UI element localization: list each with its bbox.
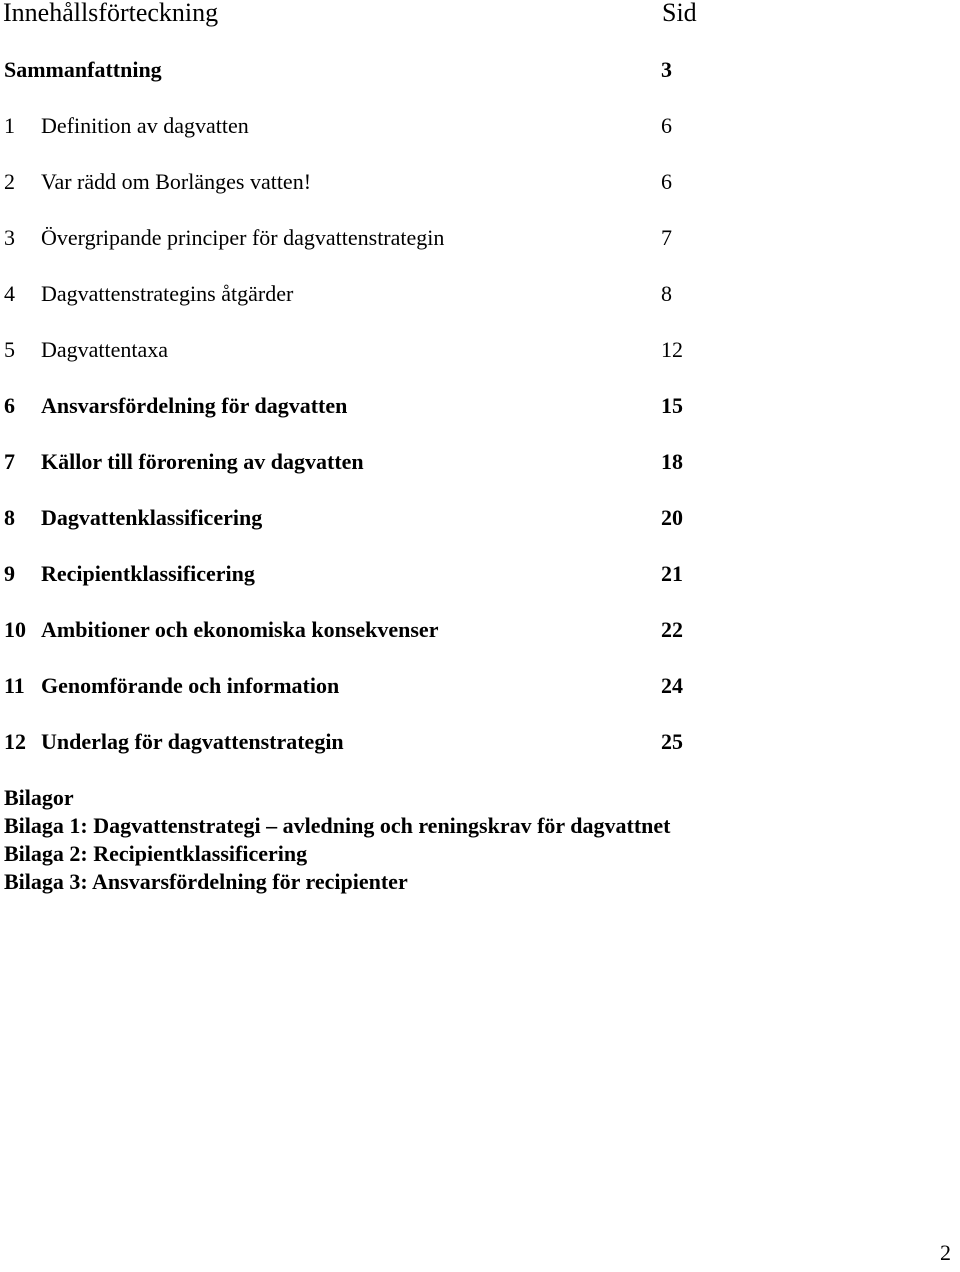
toc-entry bbox=[0, 223, 720, 253]
toc-entry-title: Recipientklassificering bbox=[41, 561, 255, 586]
page-number: 2 bbox=[940, 1240, 951, 1265]
toc-entry-number: 5 bbox=[4, 337, 15, 362]
appendix-item: Bilaga 1: Dagvattenstrategi – avledning och reningskrav för dagvattnet bbox=[4, 813, 671, 838]
toc-entry-number: 4 bbox=[4, 281, 15, 306]
toc-entry-title: Ansvarsfördelning för dagvatten bbox=[41, 393, 348, 418]
appendix-item: Bilaga 3: Ansvarsfördelning för recipienter bbox=[4, 869, 408, 894]
toc-entry-number: 8 bbox=[4, 505, 15, 530]
toc-entry bbox=[0, 559, 720, 589]
toc-entry-page: 25 bbox=[661, 729, 683, 754]
toc-entry-title: Underlag för dagvattenstrategin bbox=[41, 729, 344, 754]
toc-page-column-label: Sid bbox=[662, 0, 697, 27]
toc-entry-page: 24 bbox=[661, 673, 683, 698]
toc-entry bbox=[0, 671, 720, 701]
toc-entry-title: Dagvattentaxa bbox=[41, 337, 169, 362]
toc-entry-page: 3 bbox=[661, 57, 672, 82]
toc-entry-number: 9 bbox=[4, 561, 15, 586]
toc-entry-number: 1 bbox=[4, 113, 15, 138]
toc-entry-page: 20 bbox=[661, 505, 683, 530]
toc-entry-page: 18 bbox=[661, 449, 683, 474]
toc-entry bbox=[0, 55, 720, 85]
toc-entry-number: 12 bbox=[4, 729, 26, 754]
toc-entry-title: Dagvattenklassificering bbox=[41, 505, 263, 530]
toc-entry-title: Ambitioner och ekonomiska konsekvenser bbox=[41, 617, 439, 642]
toc-entry-title: Var rädd om Borlänges vatten! bbox=[41, 169, 312, 194]
toc-entry-page: 21 bbox=[661, 561, 683, 586]
toc-entry-number: 10 bbox=[4, 617, 26, 642]
toc-entry-page: 15 bbox=[661, 393, 683, 418]
toc-entry-page: 22 bbox=[661, 617, 683, 642]
toc-entry-number: 6 bbox=[4, 393, 15, 418]
toc-entry-title: Genomförande och information bbox=[41, 673, 340, 698]
toc-entry-page: 12 bbox=[661, 337, 683, 362]
toc-entry bbox=[0, 447, 720, 477]
toc-entry bbox=[0, 111, 720, 141]
toc-entry bbox=[0, 503, 720, 533]
toc-entry-title: Sammanfattning bbox=[4, 57, 162, 82]
toc-entry-title: Övergripande principer för dagvattenstrategin bbox=[41, 225, 445, 250]
toc-entry-number: 7 bbox=[4, 449, 15, 474]
toc-entry bbox=[0, 335, 720, 365]
toc-entry-number: 3 bbox=[4, 225, 15, 250]
toc-entry-page: 6 bbox=[661, 113, 672, 138]
appendices-heading: Bilagor bbox=[4, 785, 74, 810]
toc-entry bbox=[0, 279, 720, 309]
toc-heading: Innehållsförteckning bbox=[3, 0, 219, 27]
toc-entry-page: 7 bbox=[661, 225, 672, 250]
toc-entry bbox=[0, 727, 720, 757]
toc-entry bbox=[0, 615, 720, 645]
toc-entry-page: 8 bbox=[661, 281, 672, 306]
toc-entry-title: Definition av dagvatten bbox=[41, 113, 249, 138]
appendix-item: Bilaga 2: Recipientklassificering bbox=[4, 841, 308, 866]
toc-entry-number: 2 bbox=[4, 169, 15, 194]
toc-entry bbox=[0, 391, 720, 421]
appendices bbox=[4, 784, 671, 896]
toc-entry bbox=[0, 167, 720, 197]
toc-entry-number: 11 bbox=[4, 673, 25, 698]
toc-entry-title: Källor till förorening av dagvatten bbox=[41, 449, 364, 474]
toc-entry-page: 6 bbox=[661, 169, 672, 194]
toc-entry-title: Dagvattenstrategins åtgärder bbox=[41, 281, 294, 306]
